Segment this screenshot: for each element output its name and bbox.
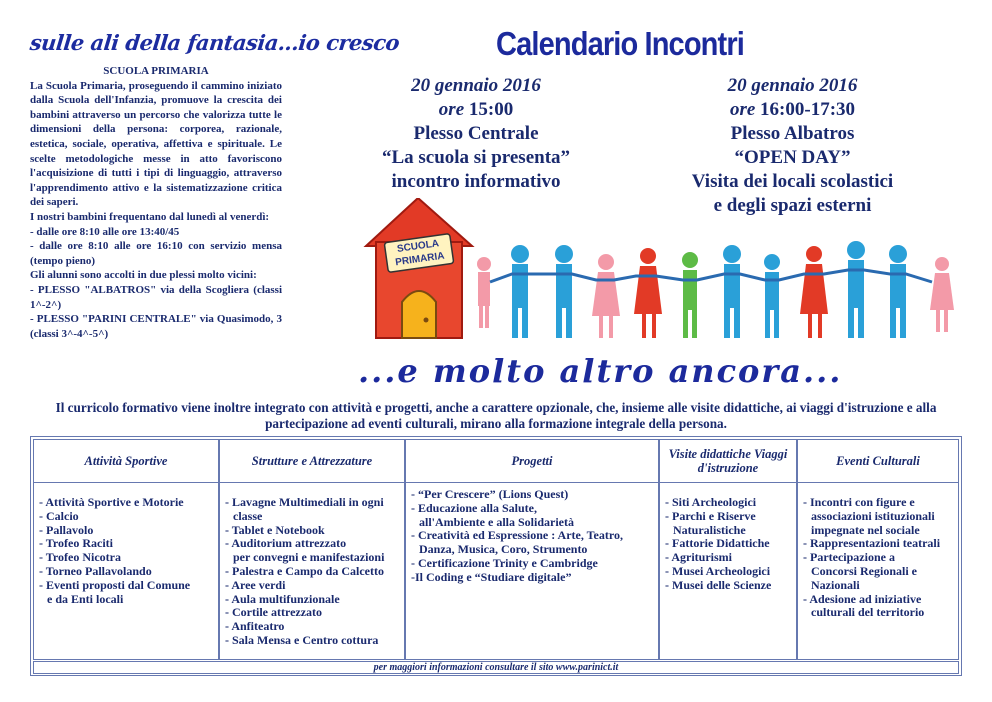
column-list (803, 496, 954, 620)
column-strutture (219, 439, 405, 660)
list-item: - Pallavolo (39, 522, 94, 537)
column-header: Attività Sportive (34, 440, 218, 483)
list-item: - Aree verdi (225, 577, 286, 592)
list-item: - Attività Sportive e Motorie (39, 495, 184, 509)
intro-schedule-heading: I nostri bambini frequentano dal lunedì al venerdì: (30, 210, 270, 223)
list-item: - Calcio (39, 508, 79, 523)
event-name: “OPEN DAY” (734, 147, 851, 168)
list-item: - Agriturismi (665, 550, 732, 565)
event-desc: e degli spazi esterni (713, 195, 872, 216)
footer-note: per maggiori informazioni consultare il sito www.parinict.it (33, 661, 959, 674)
list-item: - Trofeo Nicotra (39, 550, 121, 565)
list-item: Nazionali (811, 577, 860, 592)
list-item: - “Per Crescere” (Lions Quest) (411, 487, 569, 501)
event-albatros (660, 74, 925, 218)
event-time-prefix: ore (729, 99, 756, 120)
event-time-prefix: ore (438, 99, 465, 120)
list-item: Concorsi Regionali e (811, 563, 917, 578)
column-list (39, 496, 214, 606)
column-progetti (405, 439, 659, 660)
list-item: e da Enti locali (47, 591, 124, 606)
list-item: all'Ambiente e alla Solidarietà (419, 514, 574, 529)
list-item: -Il Coding e “Studiare digitale” (411, 569, 572, 584)
column-list (225, 496, 400, 648)
house-sign-line2: PRIMARIA (394, 250, 446, 269)
column-header: Eventi Culturali (798, 440, 958, 483)
intro-line: - dalle ore 8:10 alle ore 13:40/45 (30, 225, 180, 238)
list-item: - Creatività ed Espressione : Arte, Teatro, (411, 528, 623, 543)
list-item: - Partecipazione a (803, 550, 895, 565)
list-item: impegnate nel sociale (811, 522, 920, 537)
list-item: - Auditorium attrezzato (225, 536, 347, 551)
event-time: 16:00-17:30 (760, 99, 856, 120)
event-place: Plesso Centrale (413, 123, 539, 144)
list-item: - Aula multifunzionale (225, 591, 340, 606)
column-list (665, 496, 792, 593)
list-item: - Incontri con figure e (803, 495, 915, 509)
house-sign-line1: SCUOLA (396, 238, 440, 255)
event-centrale (346, 74, 606, 194)
intro-line: Gli alunni sono accolti in due plessi molto vicini: (30, 269, 257, 282)
intro-line: - dalle ore 8:10 alle ore 16:10 con servizio mensa (tempo pieno) (30, 240, 282, 267)
list-item: - Tablet e Notebook (225, 522, 325, 537)
list-item: per convegni e manifestazioni (233, 550, 385, 565)
intro-text (30, 64, 282, 341)
curriculum-text: Il curricolo formativo viene inoltre integrato con attività e progetti, anche a carattere opzionale, che, insieme alle visite didattiche, ai viaggi d'istruzione e alla partecipazione ad eventi culturali, mirano alla formazione integrale della persona. (55, 400, 937, 431)
event-desc: incontro informativo (391, 171, 561, 192)
column-header: Visite didattiche Viaggi d'istruzione (660, 440, 796, 483)
list-item: - Adesione ad iniziative (803, 591, 922, 606)
page-title: Calendario Incontri (496, 25, 744, 62)
event-desc: Visita dei locali scolastici (691, 171, 894, 192)
children-chain-icon (477, 241, 954, 338)
list-item: - Eventi proposti dal Comune (39, 577, 191, 592)
list-item: - Siti Archeologici (665, 495, 757, 509)
event-place: Plesso Albatros (730, 123, 855, 144)
list-item: - Palestra e Campo da Calcetto (225, 563, 384, 578)
list-item: classe (233, 508, 263, 523)
list-item: - Sala Mensa e Centro cottura (225, 632, 379, 647)
intro-line: - PLESSO "ALBATROS" via della Scogliera (classi 1^-2^) (30, 283, 282, 311)
list-item: culturali del territorio (811, 605, 925, 620)
list-item: - Cortile attrezzato (225, 605, 323, 620)
slogan: ...e molto altro ancora... (358, 352, 843, 390)
event-time: 15:00 (468, 99, 514, 120)
column-visite (659, 439, 797, 660)
list-item: - Musei Archeologici (665, 563, 771, 578)
school-house-icon (366, 198, 472, 338)
list-item: - Musei delle Scienze (665, 577, 772, 592)
list-item: - Certificazione Trinity e Cambridge (411, 555, 598, 570)
list-item: - Lavagne Multimediali in ogni (225, 495, 384, 509)
column-header: Strutture e Attrezzature (220, 440, 404, 483)
list-item: - Parchi e Riserve (665, 508, 756, 523)
tagline: sulle ali della fantasia...io cresco (28, 30, 401, 55)
column-list (411, 488, 654, 585)
school-children-illustration (352, 198, 970, 348)
list-item: - Educazione alla Salute, (411, 500, 538, 515)
column-header: Progetti (406, 440, 658, 483)
event-date: 20 gennaio 2016 (727, 75, 858, 96)
event-date: 20 gennaio 2016 (411, 75, 541, 96)
column-eventi (797, 439, 959, 660)
list-item: - Torneo Pallavolando (39, 563, 152, 578)
intro-paragraph: La Scuola Primaria, proseguendo il cammino iniziato dalla Scuola dell'Infanzia, promuove la crescita dei bambini attraverso un percorso che valorizza tutte le dimensioni della persona: corporea, razionale, estetica, sociale, operativa, affettiva e spirituale. Le scelte metodologiche messe in atto favoriscono l'acquisizione di tutti i tipi di linguaggio, attraverso l'apprendimento attivo e la sistematizzazione critica dei saperi. (30, 79, 282, 209)
list-item: Naturalistiche (673, 522, 746, 537)
intro-heading: SCUOLA PRIMARIA (103, 65, 209, 77)
list-item: associazioni istituzionali (811, 508, 935, 523)
column-sport (33, 439, 219, 660)
list-item: Danza, Musica, Coro, Strumento (419, 542, 588, 557)
list-item: - Fattorie Didattiche (665, 536, 770, 551)
intro-line: - PLESSO "PARINI CENTRALE" via Quasimodo, 3 (classi 3^-4^-5^) (30, 313, 282, 340)
list-item: - Anfiteatro (225, 619, 285, 634)
activities-table (30, 436, 962, 676)
list-item: - Rappresentazioni teatrali (803, 536, 941, 551)
list-item: - Trofeo Raciti (39, 536, 113, 551)
event-name: “La scuola si presenta” (381, 147, 571, 168)
